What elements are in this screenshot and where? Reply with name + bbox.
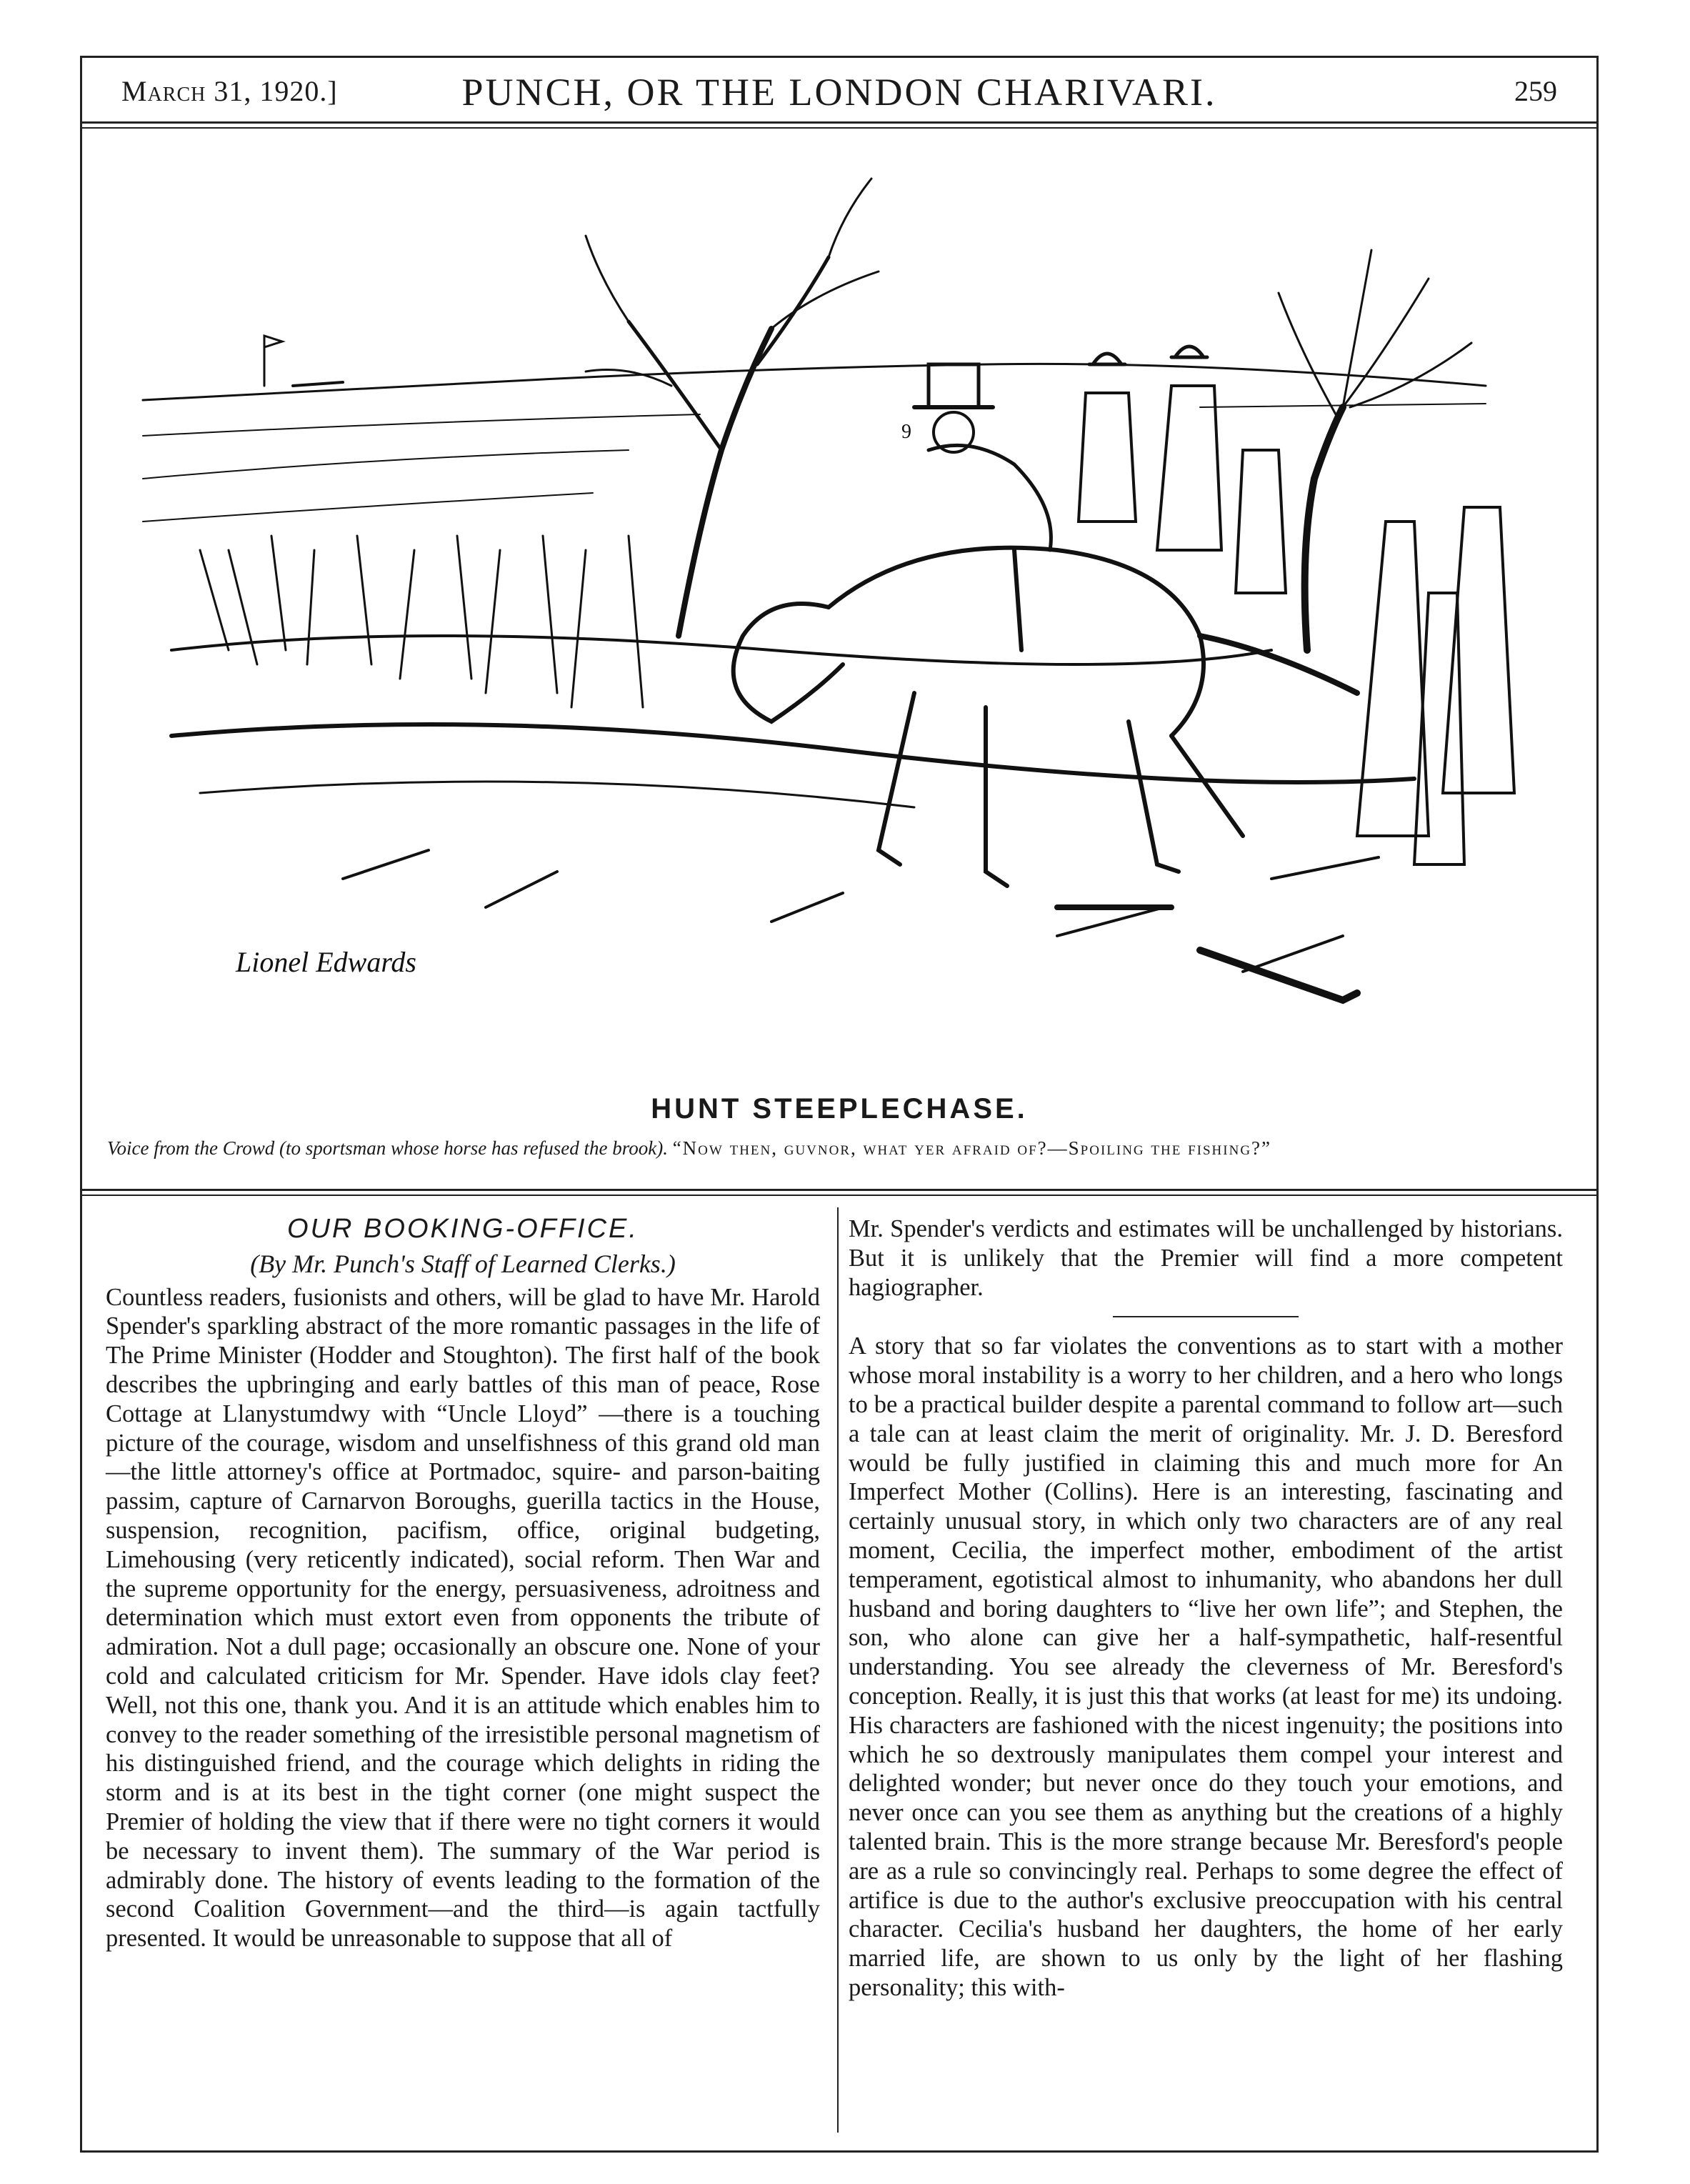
- artist-signature: Lionel Edwards: [236, 946, 416, 978]
- right-column: [849, 1215, 1563, 2003]
- section-title: OUR BOOKING-OFFICE.: [287, 1214, 639, 1244]
- number-cloth: 9: [901, 421, 911, 443]
- column-divider: [837, 1207, 839, 2133]
- caption-speaker: Voice from the Crowd (to sportsman whose horse has refused the brook).: [107, 1137, 668, 1159]
- caption-rule: [80, 1189, 1599, 1191]
- left-column: [106, 1215, 820, 1953]
- review-paragraph: A story that so far violates the conventions as to start with a mother whose moral instability is a worry to her children, and a hero who longs to be a practical builder despite a parental command to follow art—such a tale can at least claim the merit of originality. Mr. J. D. Beresford would be fully justified in claiming this and much more for An Imperfect Mother (Collins). Here is an interesting, fascinating and certainly unusual story, in which only two characters are of any real moment, Cecilia, the imperfect mother, embodiment of the artist temperament, egotistical almost to inhumanity, who abandons her dull husband and boring daughters to “live her own life”; and Stephen, the son, who alone can give her a half-sympathetic, half-resentful understanding. You see already the cleverness of Mr. Beresford's conception. Really, it is just this that works (at least for me) its undoing. His characters are fashioned with the nicest ingenuity; the positions into which he so dextrously manipulates them compel your interest and delighted wonder; but never once do they touch your emotions, and never once can you see them as anything but the creations of a highly talented brain. This is the more strange because Mr. Beresford's people are as a rule so convincingly real. Perhaps to some degree the effect of artifice is due to the author's exclusive preoccupation with his central character. Cecilia's husband her daughters, the home of her early married life, are shown to us only by the light of her flashing personality; this with-: [849, 1332, 1563, 2001]
- masthead-title: PUNCH, OR THE LONDON CHARIVARI.: [461, 71, 1217, 114]
- header-rule: [80, 121, 1599, 124]
- section-break-rule: [1113, 1316, 1299, 1317]
- cartoon-title: HUNT STEEPLECHASE.: [651, 1093, 1028, 1125]
- page-number: 259: [1514, 75, 1557, 107]
- issue-date: March 31, 1920.]: [121, 75, 338, 107]
- section-subtitle: (By Mr. Punch's Staff of Learned Clerks.): [250, 1249, 676, 1278]
- cartoon-illustration: [129, 150, 1564, 1072]
- caption-rule-double: [80, 1195, 1599, 1196]
- caption-quote: “Now then, guvnor, what yer afraid of?—Spoiling the fishing?”: [672, 1137, 1272, 1159]
- review-paragraph: Countless readers, fusionists and others, will be glad to have Mr. Harold Spender's sparkling abstract of the more romantic passages in the life of The Prime Minister (Hodder and Stoughton). The first half of the book describes the upbringing and early battles of this man of peace, Rose Cottage at Llanystumdwy with “Uncle Lloyd” —there is a touching picture of the courage, wisdom and unselfishness of this grand old man—the little attorney's office at Portmadoc, squire- and parson-baiting passim, capture of Carnarvon Boroughs, guerilla tactics in the House, suspension, recognition, pacifism, office, original budgeting, Limehousing (very reticently indicated), social reform. Then War and the supreme opportunity for the energy, persuasiveness, adroitness and determination which must extort even from opponents the tribute of admiration. Not a dull page; occasionally an obscure one. None of your cold and calculated criticism for Mr. Spender. Have idols clay feet? Well, not this one, thank you. And it is an attitude which enables him to convey to the reader something of the irresistible personal magnetism of his distinguished friend, and the courage which delights in riding the storm and is at its best in the tight corner (one might suspect the Premier of holding the view that if there were no tight corners it would be necessary to invent them). The summary of the War period is admirably done. The history of events leading to the formation of the second Coalition Government—and the third—is again tactfully presented. It would be unreasonable to suppose that all of: [106, 1283, 820, 1953]
- review-continuation: Mr. Spender's verdicts and estimates will be unchallenged by historians. But it is unlikely that the Premier will find a more competent hagiographer.: [849, 1215, 1563, 1301]
- header-rule-double: [80, 127, 1599, 129]
- running-header: [93, 70, 1586, 113]
- cartoon-caption: [107, 1136, 1571, 1160]
